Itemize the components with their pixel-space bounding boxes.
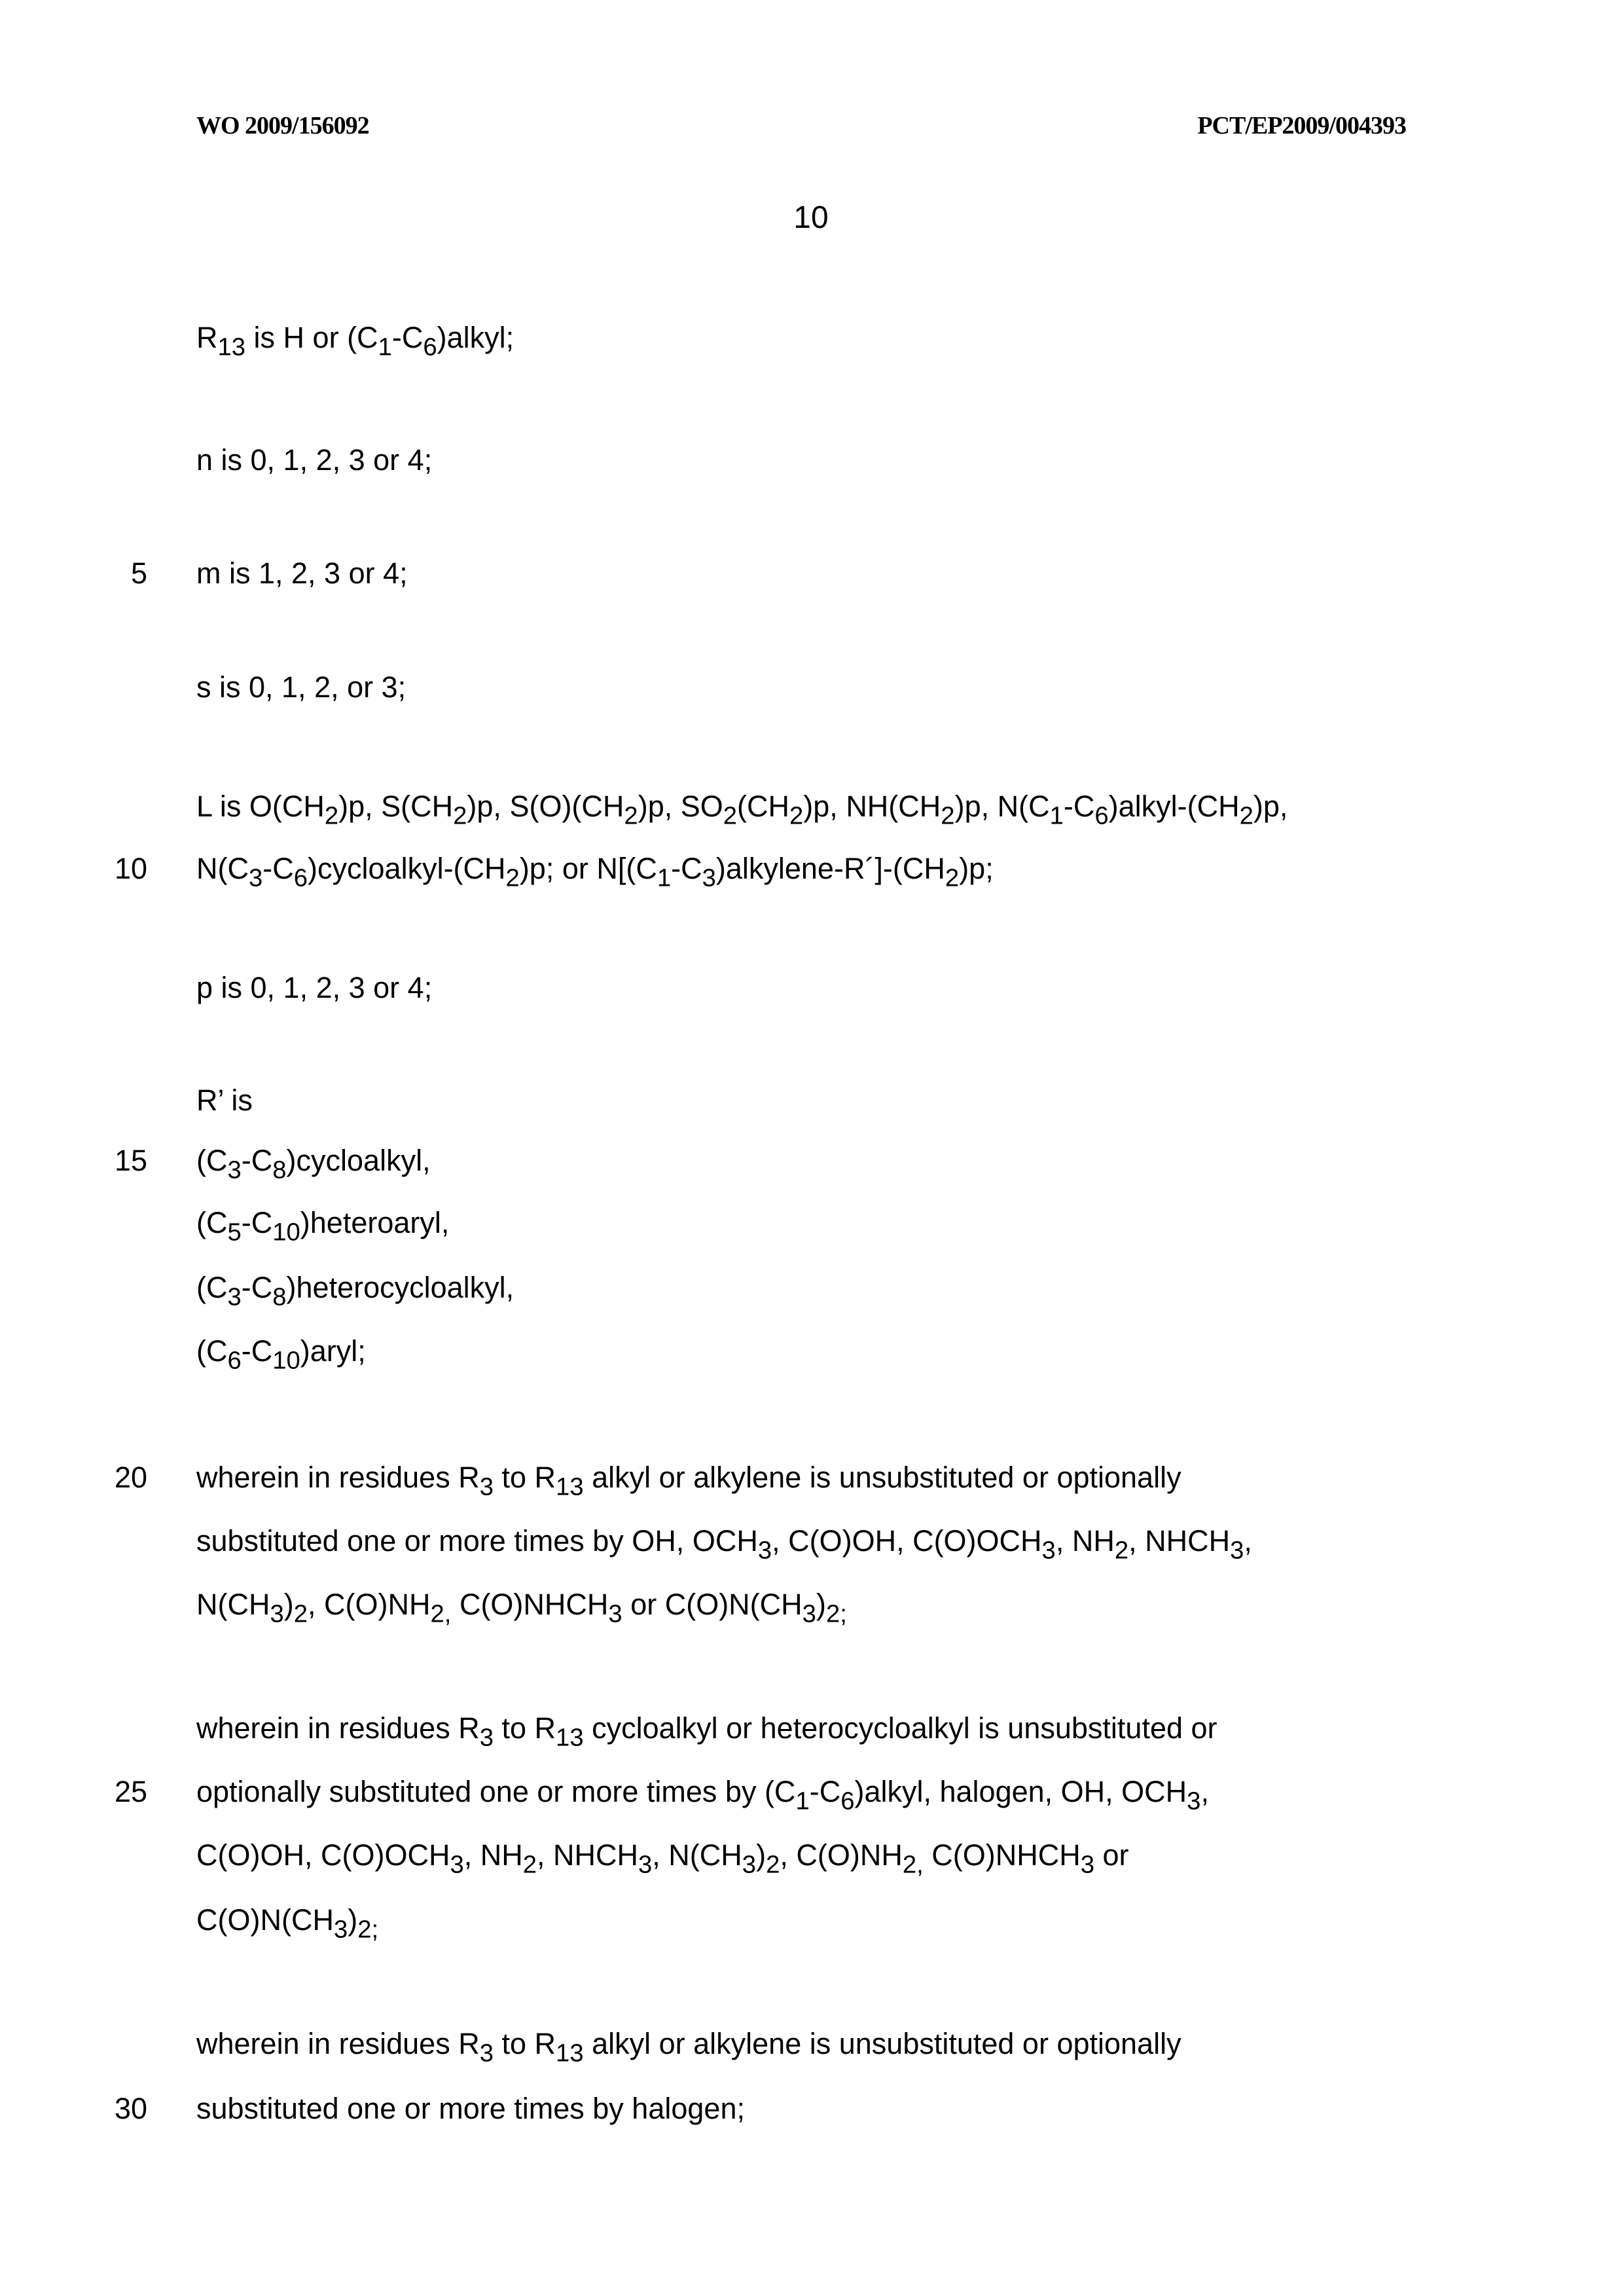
text-run: alkyl or alkylene is unsubstituted or optionally [583, 2027, 1181, 2060]
subscript: 6 [840, 1787, 855, 1815]
text-run: , NH [1055, 1524, 1115, 1558]
subscript: 13 [556, 1723, 584, 1752]
subscript: 2 [789, 801, 804, 830]
text-line [196, 1775, 1209, 1815]
text-run: C(O)NHCH [451, 1588, 609, 1621]
text-run: )alkyl, halogen, OH, OCH [854, 1775, 1187, 1808]
subscript: 1 [795, 1787, 810, 1815]
text-run: C(O)NHCH [923, 1838, 1081, 1872]
text-run: ) [816, 1588, 826, 1621]
text-run: substituted one or more times by halogen; [196, 2092, 745, 2125]
text-run: to R [494, 2027, 556, 2060]
subscript: 2, [902, 1850, 924, 1879]
text-run: wherein in residues R [196, 2027, 480, 2060]
subscript: 3 [1187, 1787, 1201, 1815]
text-run: )p, [1253, 790, 1288, 823]
text-run: , C(O)OH, C(O)OCH [772, 1524, 1042, 1558]
text-run: n is 0, 1, 2, 3 or 4; [196, 443, 433, 477]
line-number: 15 [114, 1144, 147, 1177]
text-run: wherein in residues R [196, 1461, 480, 1494]
subscript: 2 [522, 1850, 537, 1879]
page-number: 10 [793, 200, 829, 235]
text-run: )p, S(CH [338, 790, 454, 823]
text-run: )p; or N[(C [519, 852, 657, 885]
text-run: is H or (C [245, 321, 378, 354]
text-run: )cycloalkyl-(CH [308, 852, 506, 885]
subscript: 3 [702, 864, 716, 892]
text-line [196, 2092, 745, 2126]
text-run: (C [196, 1144, 228, 1177]
text-run: R [196, 321, 218, 354]
text-run: , N(CH [652, 1838, 742, 1872]
text-run: m is 1, 2, 3 or 4; [196, 556, 408, 590]
text-run: , C(O)NH [780, 1838, 903, 1872]
subscript: 3 [638, 1850, 653, 1879]
subscript: 3 [450, 1850, 464, 1879]
subscript: 1 [378, 333, 392, 361]
text-line [196, 1903, 379, 1944]
text-run: , C(O)NH [308, 1588, 431, 1621]
subscript: 3 [479, 1723, 494, 1752]
subscript: 2; [825, 1599, 847, 1628]
text-run: , NHCH [1128, 1524, 1231, 1558]
text-run: -C [809, 1775, 841, 1808]
subscript: 2 [1114, 1536, 1129, 1565]
application-number: PCT/EP2009/004393 [1197, 112, 1406, 139]
publication-number: WO 2009/156092 [196, 112, 369, 139]
subscript: 2 [624, 801, 638, 830]
subscript: 3 [1230, 1536, 1244, 1565]
text-line [196, 1588, 847, 1628]
text-run: ) [756, 1838, 766, 1872]
text-run: )p, NH(CH [803, 790, 941, 823]
text-run: -C [1063, 790, 1095, 823]
subscript: 3 [802, 1599, 816, 1628]
text-run: optionally substituted one or more times by (C [196, 1775, 796, 1808]
line-number: 10 [114, 852, 147, 885]
subscript: 10 [272, 1346, 300, 1375]
subscript: 8 [272, 1156, 287, 1184]
subscript: 3 [227, 1283, 242, 1311]
text-run: or C(O)N(CH [622, 1588, 802, 1621]
text-run: )heteroaryl, [300, 1206, 450, 1239]
text-run: -C [241, 1334, 273, 1368]
text-run: , [1200, 1775, 1209, 1808]
text-run: )aryl; [300, 1334, 366, 1368]
subscript: 2 [505, 864, 520, 892]
text-line [196, 1524, 1252, 1565]
text-run: to R [494, 1461, 556, 1494]
subscript: 1 [1049, 801, 1064, 830]
subscript: 3 [1041, 1536, 1056, 1565]
subscript: 13 [217, 333, 246, 361]
text-line [196, 1461, 1181, 1501]
text-run: -C [262, 852, 294, 885]
text-run: or [1094, 1838, 1129, 1872]
subscript: 3 [742, 1850, 757, 1879]
text-run: -C [671, 852, 702, 885]
text-run: (C [196, 1206, 228, 1239]
text-run: to R [494, 1711, 556, 1745]
subscript: 2; [357, 1915, 379, 1944]
subscript: 6 [227, 1346, 242, 1375]
subscript: 13 [556, 1472, 584, 1501]
text-run: p is 0, 1, 2, 3 or 4; [196, 971, 433, 1004]
text-line [196, 852, 994, 892]
subscript: 3 [227, 1156, 242, 1184]
subscript: 2 [453, 801, 467, 830]
text-run: , [1244, 1524, 1252, 1558]
subscript: 6 [423, 333, 437, 361]
subscript: 2 [945, 864, 960, 892]
subscript: 3 [333, 1915, 348, 1944]
subscript: 2 [324, 801, 339, 830]
text-run: ) [283, 1588, 294, 1621]
text-run: )p; [959, 852, 994, 885]
text-run: )cycloalkyl, [286, 1144, 431, 1177]
line-number: 5 [130, 556, 147, 590]
line-number: 25 [114, 1775, 147, 1808]
text-run: -C [391, 321, 424, 354]
text-line [196, 670, 406, 704]
line-number: 30 [114, 2092, 147, 2125]
text-line [196, 1206, 450, 1247]
subscript: 3 [479, 1472, 494, 1501]
subscript: 1 [657, 864, 672, 892]
subscript: 3 [270, 1599, 284, 1628]
text-line [196, 2027, 1181, 2068]
text-run: alkyl or alkylene is unsubstituted or optionally [583, 1461, 1181, 1494]
subscript: 2 [941, 801, 955, 830]
subscript: 2, [430, 1599, 452, 1628]
subscript: 13 [556, 2039, 584, 2068]
text-run: C(O)OH, C(O)OCH [196, 1838, 450, 1872]
text-line [196, 321, 514, 361]
text-line [196, 556, 408, 591]
text-run: C(O)N(CH [196, 1903, 334, 1937]
subscript: 6 [293, 864, 308, 892]
text-line [196, 443, 432, 477]
text-run: )alkylene-R´]-(CH [715, 852, 945, 885]
text-run: )p, N(C [954, 790, 1050, 823]
text-run: ) [348, 1903, 358, 1937]
text-run: -C [241, 1144, 273, 1177]
text-line [196, 1271, 514, 1311]
text-line [196, 1711, 1217, 1752]
subscript: 10 [272, 1218, 300, 1247]
text-line [196, 1838, 1129, 1879]
text-run: (CH [737, 790, 790, 823]
subscript: 5 [227, 1218, 242, 1247]
subscript: 8 [272, 1283, 287, 1311]
text-run: s is 0, 1, 2, or 3; [196, 670, 406, 704]
text-run: , NH [463, 1838, 523, 1872]
subscript: 2 [723, 801, 738, 830]
subscript: 2 [293, 1599, 308, 1628]
text-run: )heterocycloalkyl, [286, 1271, 514, 1304]
text-run: -C [241, 1271, 273, 1304]
text-run: L is O(CH [196, 790, 325, 823]
text-line [196, 1084, 253, 1118]
text-run: )p, S(O)(CH [467, 790, 624, 823]
text-run: (C [196, 1334, 228, 1368]
text-run: substituted one or more times by OH, OCH [196, 1524, 758, 1558]
text-run: cycloalkyl or heterocycloalkyl is unsubstituted or [583, 1711, 1217, 1745]
subscript: 2 [766, 1850, 780, 1879]
subscript: 3 [479, 2039, 494, 2068]
subscript: 3 [757, 1536, 772, 1565]
text-run: N(CH [196, 1588, 270, 1621]
subscript: 2 [1239, 801, 1253, 830]
text-line [196, 1144, 431, 1184]
text-line [196, 790, 1288, 830]
subscript: 3 [1080, 1850, 1094, 1879]
text-run: )alkyl-(CH [1108, 790, 1240, 823]
text-run: )alkyl; [437, 321, 514, 354]
text-run: N(C [196, 852, 249, 885]
text-run: , NHCH [537, 1838, 639, 1872]
text-line [196, 971, 432, 1005]
subscript: 6 [1094, 801, 1109, 830]
text-line [196, 1334, 366, 1375]
text-run: -C [241, 1206, 273, 1239]
text-run: (C [196, 1271, 228, 1304]
text-run: wherein in residues R [196, 1711, 480, 1745]
subscript: 3 [248, 864, 263, 892]
text-run: R’ is [196, 1084, 253, 1117]
line-number: 20 [114, 1461, 147, 1494]
subscript: 3 [608, 1599, 622, 1628]
text-run: )p, SO [638, 790, 723, 823]
